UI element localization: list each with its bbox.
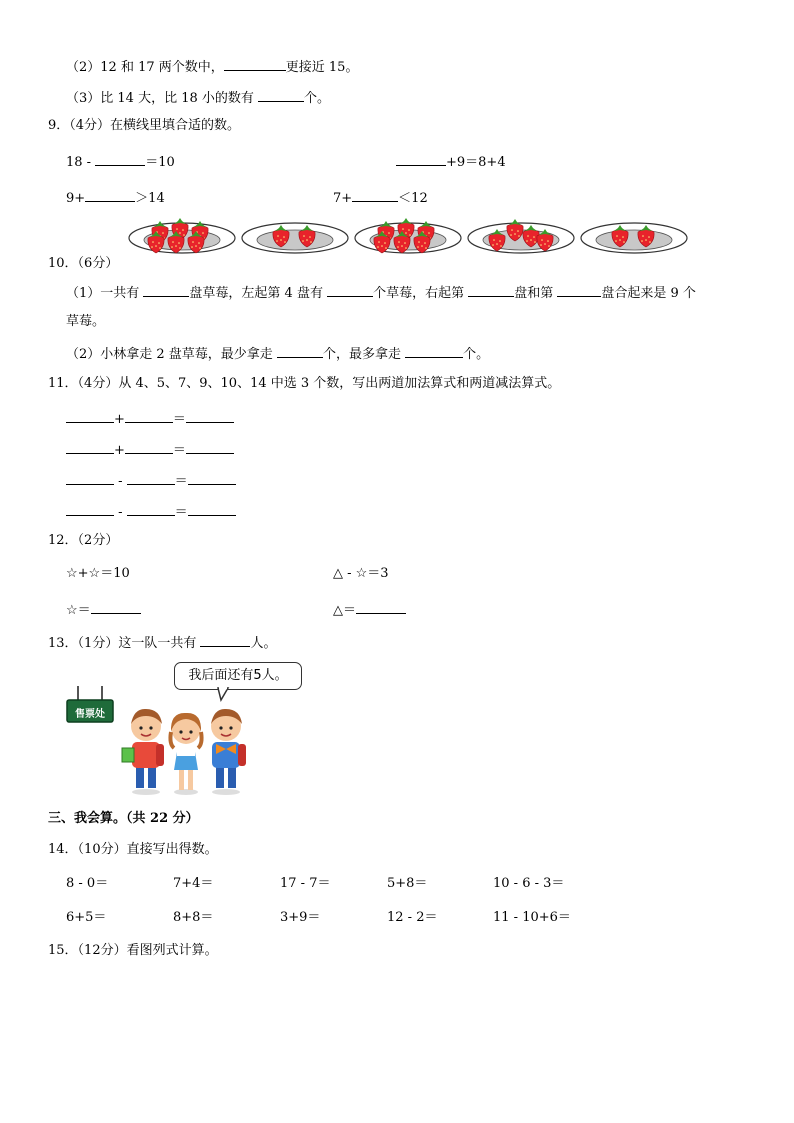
q9-equation-4: 7+ ＜12 xyxy=(333,188,428,207)
answer-blank[interactable] xyxy=(200,633,250,647)
answer-blank[interactable] xyxy=(85,188,135,202)
answer-blank[interactable] xyxy=(66,440,114,454)
q14-expression: 7+4＝ xyxy=(173,876,214,891)
q14-expression: 8+8＝ xyxy=(173,910,214,925)
answer-blank[interactable] xyxy=(143,283,189,297)
q10-part1: （1）一共有 盘草莓，左起第 4 盘有 个草莓，右起第 盘和第 盘合起来是 9 个 xyxy=(66,283,696,302)
q11-subtraction-1: - ＝ xyxy=(66,471,236,490)
q14-expression: 12 - 2＝ xyxy=(387,910,438,925)
plate-5 xyxy=(581,223,687,253)
speech-bubble: 我后面还有5人。 xyxy=(174,662,302,690)
q14-expression: 6+5＝ xyxy=(66,910,107,925)
q12-answer-triangle: △＝ xyxy=(333,600,406,619)
q9-equation-2: +9＝8+4 xyxy=(396,152,506,171)
answer-blank[interactable] xyxy=(352,188,398,202)
plate-3 xyxy=(355,218,461,253)
ticket-office-sign-text: 售票处 xyxy=(75,709,105,720)
q12-equation-2: △ - ☆＝3 xyxy=(333,566,389,581)
answer-blank[interactable] xyxy=(186,409,234,423)
q12-answer-star: ☆＝ xyxy=(66,600,141,619)
q11-addition-2: + ＝ xyxy=(66,440,234,459)
answer-blank[interactable] xyxy=(396,152,446,166)
q14-stem: 14．（10分）直接写出得数。 xyxy=(48,842,218,857)
q14-expression: 3+9＝ xyxy=(280,910,321,925)
boy-1 xyxy=(122,709,164,795)
q12-equation-1: ☆+☆＝10 xyxy=(66,566,130,581)
answer-blank[interactable] xyxy=(125,409,173,423)
plate-1 xyxy=(129,218,235,253)
q14-expression: 8 - 0＝ xyxy=(66,876,109,891)
answer-blank[interactable] xyxy=(188,502,236,516)
q15-stem: 15．（12分）看图列式计算。 xyxy=(48,943,218,958)
answer-blank[interactable] xyxy=(277,344,323,358)
q8-part3: （3）比 14 大，比 18 小的数有 个。 xyxy=(66,88,330,107)
q10-stem: 10．（6分） xyxy=(48,256,119,271)
q13-stem: 13．（1分）这一队一共有 人。 xyxy=(48,633,276,652)
speech-bubble-tail xyxy=(218,688,234,702)
answer-blank[interactable] xyxy=(186,440,234,454)
q11-subtraction-2: - ＝ xyxy=(66,502,236,521)
q14-expression: 17 - 7＝ xyxy=(280,876,331,891)
answer-blank[interactable] xyxy=(66,502,114,516)
q10-part2: （2）小林拿走 2 盘草莓，最少拿走 个，最多拿走 个。 xyxy=(66,344,489,363)
q14-expression: 11 - 10+6＝ xyxy=(493,910,571,925)
q14-expression: 5+8＝ xyxy=(387,876,428,891)
strawberry-plates-illustration xyxy=(126,212,794,268)
children-queue-illustration xyxy=(116,704,256,796)
q9-equation-1: 18 - ＝10 xyxy=(66,152,175,171)
answer-blank[interactable] xyxy=(127,502,175,516)
q11-addition-1: + ＝ xyxy=(66,409,234,428)
q8-part2: （2）12 和 17 两个数中， 更接近 15。 xyxy=(66,57,358,76)
answer-blank[interactable] xyxy=(405,344,463,358)
girl xyxy=(170,713,201,795)
q10-part1-wrap: 草莓。 xyxy=(66,314,106,329)
answer-blank[interactable] xyxy=(127,471,175,485)
answer-blank[interactable] xyxy=(66,409,114,423)
answer-blank[interactable] xyxy=(125,440,173,454)
q11-stem: 11．（4分）从 4、5、7、9、10、14 中选 3 个数，写出两道加法算式和两道减法算式。 xyxy=(48,376,561,391)
plate-2 xyxy=(242,223,348,253)
plate-4 xyxy=(468,219,574,253)
answer-blank[interactable] xyxy=(224,57,286,71)
answer-blank[interactable] xyxy=(91,600,141,614)
answer-blank[interactable] xyxy=(95,152,145,166)
q9-equation-3: 9+ ＞14 xyxy=(66,188,165,207)
answer-blank[interactable] xyxy=(356,600,406,614)
section-3-heading: 三、我会算。（共 22 分） xyxy=(48,811,199,826)
q12-stem: 12．（2分） xyxy=(48,533,119,548)
ticket-office-sign-icon xyxy=(66,686,114,728)
answer-blank[interactable] xyxy=(557,283,601,297)
q14-expression: 10 - 6 - 3＝ xyxy=(493,876,565,891)
answer-blank[interactable] xyxy=(327,283,373,297)
answer-blank[interactable] xyxy=(258,88,304,102)
q9-stem: 9．（4分）在横线里填合适的数。 xyxy=(48,118,241,133)
answer-blank[interactable] xyxy=(468,283,514,297)
answer-blank[interactable] xyxy=(188,471,236,485)
boy-2 xyxy=(211,709,246,795)
answer-blank[interactable] xyxy=(66,471,114,485)
